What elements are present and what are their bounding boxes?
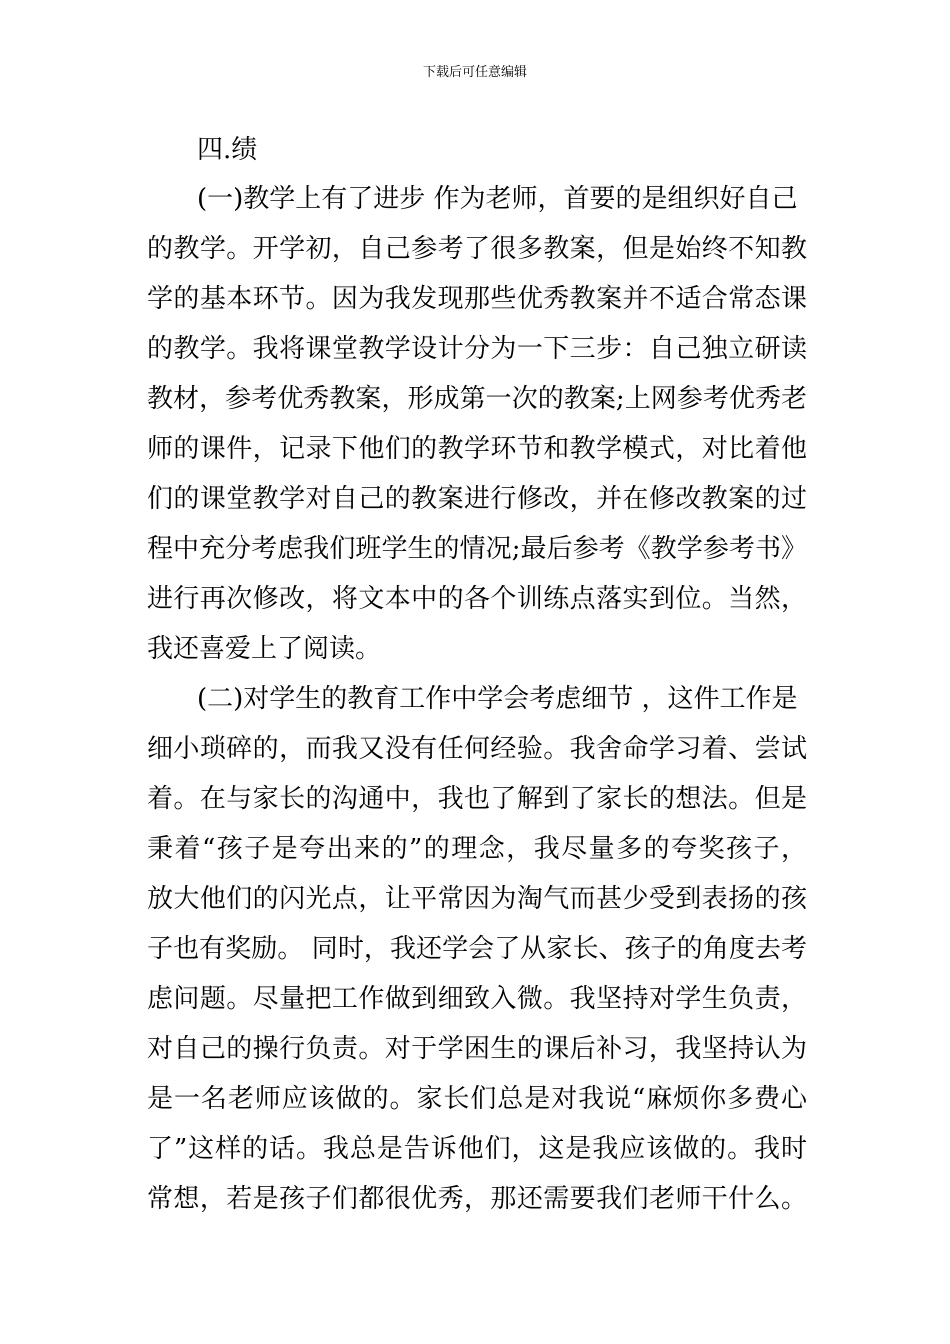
- text-line: 的教学。我将课堂教学设计分为一下三步：自己独立研读: [147, 334, 807, 364]
- text-line: 进行再次修改，将文本中的各个训练点落实到位。当然，: [147, 584, 807, 614]
- text-line: 虑问题。尽量把工作做到细致入微。我坚持对学生负责，: [147, 984, 807, 1014]
- text-line: 我还喜爱上了阅读。: [147, 634, 382, 664]
- text-line: 子也有奖励。 同时，我还学会了从家长、孩子的角度去考: [147, 934, 807, 964]
- text-line: 常想，若是孩子们都很优秀，那还需要我们老师干什么。: [147, 1184, 807, 1214]
- text-line: (一)教学上有了进步 作为老师，首要的是组织好自己: [197, 184, 798, 214]
- text-line: (二)对学生的教育工作中学会考虑细节 ，这件工作是: [197, 684, 798, 714]
- text-line: 对自己的操行负责。对于学困生的课后补习，我坚持认为: [147, 1034, 807, 1064]
- text-line: 是一名老师应该做的。家长们总是对我说“麻烦你多费心: [147, 1084, 807, 1114]
- text-line: 师的课件，记录下他们的教学环节和教学模式，对比着他: [147, 434, 807, 464]
- text-line: 放大他们的闪光点，让平常因为淘气而甚少受到表扬的孩: [147, 884, 807, 914]
- text-line: 的教学。开学初，自己参考了很多教案，但是始终不知教: [147, 234, 807, 264]
- text-line: 们的课堂教学对自己的教案进行修改，并在修改教案的过: [147, 484, 807, 514]
- text-line: 程中充分考虑我们班学生的情况;最后参考《教学参考书》: [147, 534, 807, 564]
- text-line: 着。在与家长的沟通中，我也了解到了家长的想法。但是: [147, 784, 807, 814]
- text-line: 秉着“孩子是夸出来的”的理念，我尽量多的夸奖孩子，: [147, 834, 807, 864]
- section-heading: 四.绩: [197, 135, 258, 165]
- text-line: 了”这样的话。我总是告诉他们，这是我应该做的。我时: [147, 1134, 807, 1164]
- text-line: 细小琐碎的，而我又没有任何经验。我舍命学习着、尝试: [147, 734, 807, 764]
- text-line: 学的基本环节。因为我发现那些优秀教案并不适合常态课: [147, 284, 807, 314]
- text-line: 教材，参考优秀教案，形成第一次的教案;上网参考优秀老: [147, 384, 807, 414]
- page-header: 下载后可任意编辑: [422, 65, 527, 80]
